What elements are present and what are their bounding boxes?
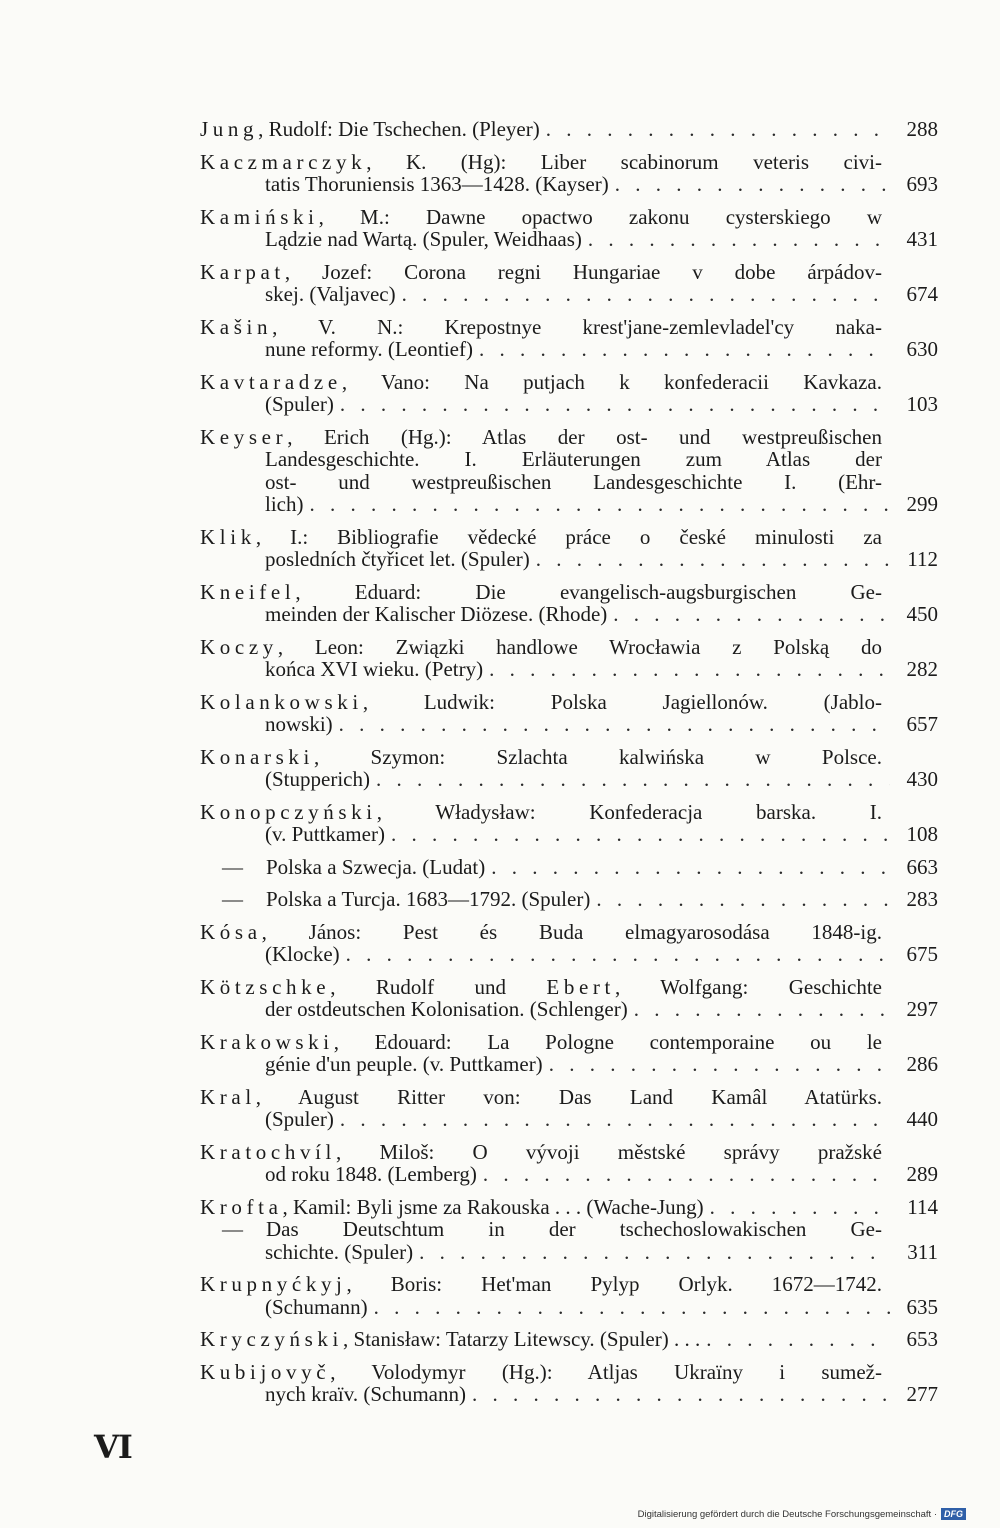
entry-line [200, 118, 938, 141]
title-text: , I.: Bibliografie vědecké práce o české minulosti za [255, 524, 882, 549]
title-text: , Leon: Związki handlowe Wrocławia z Polską do [277, 634, 882, 659]
author-name: Keyser [200, 424, 288, 449]
leader-dots [489, 658, 890, 681]
page-reference: 282 [906, 657, 938, 681]
dfg-logo: DFG [941, 1508, 966, 1520]
entry-text [200, 526, 938, 549]
entry-line [200, 921, 938, 944]
leader-dots [596, 888, 890, 911]
entry-line [200, 1328, 938, 1351]
entry-text [222, 856, 485, 879]
entry-line [200, 426, 938, 449]
entry-line [200, 261, 938, 284]
entry-line [200, 283, 938, 306]
title-text: Lądzie nad Wartą. (Spuler, Weidhaas) [265, 227, 582, 251]
page-reference: 112 [907, 547, 938, 571]
entry-line [200, 603, 938, 626]
leader-dots [546, 118, 890, 141]
title-text: tatis Thoruniensis 1363—1428. (Kayser) [265, 172, 609, 196]
leader-dots [309, 493, 890, 516]
entry-line [200, 371, 938, 394]
index-entry [200, 581, 938, 626]
page-reference: 108 [906, 822, 938, 846]
entry-text [265, 173, 609, 196]
entry-line [200, 338, 938, 361]
entry-line [200, 1196, 938, 1219]
title-text: , Ludwik: Polska Jagiellonów. (Jablo- [362, 689, 882, 714]
entry-text [200, 581, 938, 604]
page-reference: 431 [906, 227, 938, 251]
entry-text [265, 658, 483, 681]
index-entry [200, 921, 938, 966]
author-name: Kryczyński [200, 1327, 344, 1351]
page-reference: 675 [906, 942, 938, 966]
index-entry [200, 261, 938, 306]
entry-line [200, 658, 938, 681]
entry-text [265, 1163, 477, 1186]
entry-text [265, 943, 340, 966]
index-entry [200, 976, 938, 1021]
title-text: Polska a Turcja. 1683—1792. (Spuler) [266, 887, 591, 911]
index-entry [200, 426, 938, 516]
index-entry [200, 856, 938, 879]
leader-dots [339, 713, 890, 736]
leader-dots [391, 823, 890, 846]
entry-line [200, 943, 938, 966]
entry-text [200, 316, 938, 339]
leader-dots [376, 768, 890, 791]
entry-line [200, 1086, 938, 1109]
entry-line [200, 1163, 938, 1186]
entry-text [265, 448, 938, 471]
index-entry [200, 691, 938, 736]
page-reference: 674 [906, 282, 938, 306]
leader-dots [419, 1241, 890, 1264]
entry-line [200, 746, 938, 769]
author-name: Kavtaradze [200, 369, 342, 394]
digitization-footer [638, 1508, 966, 1520]
page-reference: 635 [906, 1294, 938, 1319]
title-text: , Władysław: Konfederacja barska. I. [376, 799, 882, 824]
entry-text [265, 393, 334, 416]
entry-text [265, 1241, 413, 1264]
entry-line [200, 691, 938, 714]
entry-line [200, 1218, 938, 1241]
author-name: Kneifel [200, 579, 296, 604]
entry-text [265, 338, 473, 361]
title-text: , Kamil: Byli jsme za Rakouska . . . (Wache-Jung) [282, 1194, 704, 1219]
index-entry [200, 526, 938, 571]
title-text: der ostdeutschen Kolonisation. (Schlenger) [265, 997, 628, 1021]
entry-line [200, 1031, 938, 1054]
title-text: , János: Pest és Buda elmagyarosodása 1848-ig. [261, 919, 882, 944]
title-text: meinden der Kalischer Diözese. (Rhode) [265, 602, 608, 626]
entry-text [200, 801, 938, 824]
title-text: , V. N.: Krepostnye krest'jane-zemlevladel'cy naka- [272, 314, 882, 339]
author-name: Kratochvíl [200, 1139, 337, 1164]
author-name: Jung [200, 117, 259, 141]
page-reference: 653 [906, 1327, 938, 1351]
author-name: Ebert [546, 974, 615, 999]
leader-dots [402, 283, 890, 306]
entry-text [265, 1296, 368, 1319]
leader-dots [706, 1328, 890, 1351]
title-text: , Rudolf: Die Tschechen. (Pleyer) [258, 117, 540, 141]
author-name: Kral [200, 1084, 256, 1109]
page-reference: 693 [906, 172, 938, 196]
page-reference: 299 [906, 492, 938, 516]
entry-line [200, 1361, 938, 1384]
leader-dots [491, 856, 890, 879]
author-name: Kaczmarczyk [200, 149, 367, 174]
entry-text [200, 691, 938, 714]
entry-line [200, 493, 938, 516]
title-text: ost- und westpreußischen Landesgeschichte I. (Ehr- [265, 469, 882, 494]
index-entry [200, 1328, 938, 1351]
entry-text [200, 1273, 938, 1296]
entry-line [200, 581, 938, 604]
index-entry [200, 118, 938, 141]
entry-text [265, 283, 396, 306]
page-reference: 288 [906, 117, 938, 141]
title-text: , Stanisław: Tatarzy Litewscy. (Spuler) . . . [343, 1327, 701, 1351]
entry-text [200, 1141, 938, 1164]
footer-text: Digitalisierung gefördert durch die Deutsche Forschungsgemeinschaft · [637, 1508, 937, 1520]
title-text: , Rudolf und [330, 974, 547, 999]
entry-line [200, 713, 938, 736]
entry-line [200, 768, 938, 791]
author-name: Kubijovyč [200, 1359, 331, 1384]
title-text: , Miloš: O vývoji městské správy pražské [336, 1139, 882, 1164]
entry-line [200, 888, 938, 911]
page-reference: 286 [906, 1052, 938, 1076]
leader-dots [346, 943, 890, 966]
entry-text [265, 228, 582, 251]
entry-line [200, 1141, 938, 1164]
title-text: (Spuler) [265, 392, 334, 416]
index-entry [200, 1031, 938, 1076]
entry-line [200, 1241, 938, 1264]
title-text: , Szymon: Szlachta kalwińska w Polsce. [313, 744, 882, 769]
entry-line [200, 526, 938, 549]
entry-text [200, 921, 938, 944]
index-entry [200, 888, 938, 911]
entry-line [200, 1296, 938, 1319]
entry-text [265, 713, 333, 736]
title-text: lich) [265, 492, 304, 516]
author-name: Klik [200, 524, 256, 549]
entry-text [265, 1108, 334, 1131]
entry-text [200, 1196, 704, 1219]
leader-dots [710, 1196, 890, 1219]
author-name: Krakowski [200, 1029, 334, 1054]
entry-text [200, 1328, 700, 1351]
title-text: , Edouard: La Pologne contemporaine ou le [333, 1029, 882, 1054]
entry-text [200, 746, 938, 769]
title-text: (Schumann) [265, 1294, 368, 1319]
entry-text [265, 768, 370, 791]
title-text: nych kraïv. (Schumann) [265, 1382, 466, 1406]
page-reference: 114 [907, 1194, 938, 1219]
index-entry [200, 1086, 938, 1131]
author-name: Karpat [200, 259, 285, 284]
author-name: Kósa [200, 919, 262, 944]
leader-dots [340, 1108, 890, 1131]
entry-line [200, 801, 938, 824]
ditto-dash: — [222, 1217, 243, 1241]
entry-text [265, 603, 607, 626]
leader-dots [549, 1053, 890, 1076]
leader-dots [374, 1296, 890, 1319]
title-text: posledních čtyřicet let. (Spuler) [265, 547, 530, 571]
page-reference: 103 [906, 392, 938, 416]
entry-line [200, 471, 938, 494]
title-text: , Boris: Het'man Pylyp Orlyk. 1672—1742. [346, 1272, 882, 1296]
page-reference: 657 [906, 712, 938, 736]
entry-text [200, 1361, 938, 1384]
entry-line [200, 1108, 938, 1131]
entry-text [200, 261, 938, 284]
author-name: Konarski [200, 744, 314, 769]
entry-text [265, 471, 938, 494]
title-text: nowski) [265, 712, 333, 736]
page-reference: 440 [906, 1107, 938, 1131]
entry-text [200, 118, 540, 141]
entry-line [200, 393, 938, 416]
index-entry [200, 801, 938, 846]
title-text: , K. (Hg): Liber scabinorum veteris civi- [366, 149, 882, 174]
page-reference: 630 [906, 337, 938, 361]
index-entry [200, 1196, 938, 1264]
entry-line [200, 548, 938, 571]
entry-line [200, 998, 938, 1021]
entry-line [200, 976, 938, 999]
title-text: , Vano: Na putjach k konfederacii Kavkaza. [341, 369, 882, 394]
title-text: , Volodymyr (Hg.): Atljas Ukraïny i sumež- [330, 1359, 882, 1384]
title-text: , Eduard: Die evangelisch-augsburgischen Ge- [295, 579, 882, 604]
entry-text [265, 493, 303, 516]
entry-text [265, 548, 530, 571]
leader-dots [634, 998, 890, 1021]
leader-dots [588, 228, 890, 251]
entry-text [200, 151, 938, 174]
author-name: Koczy [200, 634, 278, 659]
title-text: końca XVI wieku. (Petry) [265, 657, 484, 681]
title-text: Das Deutschtum in der tschechoslowakischen Ge- [266, 1217, 882, 1241]
index-entry [200, 1141, 938, 1186]
title-text: génie d'un peuple. (v. Puttkamer) [265, 1052, 543, 1076]
entry-line [200, 206, 938, 229]
entry-text [200, 206, 938, 229]
leader-dots [615, 173, 890, 196]
title-text: schichte. (Spuler) [265, 1239, 414, 1264]
page-reference: 283 [906, 887, 938, 911]
title-text: nune reformy. (Leontief) [265, 337, 473, 361]
leader-dots [536, 548, 890, 571]
index-entry [200, 151, 938, 196]
entry-line [200, 823, 938, 846]
title-text: Landesgeschichte. I. Erläuterungen zum Atlas der [265, 447, 882, 471]
title-text: (Klocke) [265, 942, 340, 966]
index-entry [200, 371, 938, 416]
entry-text [265, 1053, 543, 1076]
page-reference: 663 [906, 854, 938, 879]
leader-dots [472, 1383, 890, 1406]
entry-text [265, 823, 385, 846]
title-text: od roku 1848. (Lemberg) [265, 1162, 477, 1186]
entry-line [200, 173, 938, 196]
title-text: , Wolfgang: Geschichte [614, 974, 882, 999]
entry-text [200, 426, 938, 449]
ditto-dash: — [222, 854, 243, 879]
entry-line [200, 856, 938, 879]
ditto-dash: — [222, 887, 243, 911]
page-reference: 450 [906, 602, 938, 626]
page-reference: 289 [906, 1162, 938, 1186]
title-text: (Stupperich) [265, 767, 370, 791]
author-name: Krofta [200, 1194, 283, 1219]
author-name: Kolankowski [200, 689, 363, 714]
author-name: Kamiński [200, 204, 319, 229]
title-text: (Spuler) [265, 1107, 334, 1131]
author-name: Kašin [200, 314, 273, 339]
entry-line [200, 636, 938, 659]
entry-text [200, 976, 938, 999]
entry-text [200, 371, 938, 394]
leader-dots [340, 393, 890, 416]
entry-text [265, 998, 628, 1021]
page-reference: 311 [907, 1239, 938, 1264]
leader-dots [613, 603, 890, 626]
entry-text [200, 636, 938, 659]
page-reference: 277 [906, 1382, 938, 1406]
entry-line [200, 1053, 938, 1076]
leader-dots [479, 338, 890, 361]
title-text: , Jozef: Corona regni Hungariae v dobe árpádov- [284, 259, 882, 284]
entry-line [200, 1273, 938, 1296]
entry-line [200, 448, 938, 471]
entry-text [222, 1218, 938, 1241]
title-text: , M.: Dawne opactwo zakonu cysterskiego w [318, 204, 882, 229]
page-reference: 297 [906, 997, 938, 1021]
title-text: skej. (Valjavec) [265, 282, 396, 306]
entry-line [200, 151, 938, 174]
index-entry [200, 1361, 938, 1406]
author-name: Krupnyćkyj [200, 1272, 347, 1296]
index-entry [200, 206, 938, 251]
index-entry [200, 636, 938, 681]
leader-dots [483, 1163, 890, 1186]
entry-text [265, 1383, 466, 1406]
title-text: , Erich (Hg.): Atlas der ost- und westpreußischen [287, 424, 882, 449]
index-entry [200, 1273, 938, 1318]
title-text: Polska a Szwecja. (Ludat) [266, 854, 486, 879]
entry-line [200, 1383, 938, 1406]
entry-line [200, 316, 938, 339]
entry-text [222, 888, 590, 911]
page-numeral: VI [94, 1428, 132, 1466]
page-reference: 430 [906, 767, 938, 791]
title-text: , August Ritter von: Das Land Kamâl Atatürks. [255, 1084, 882, 1109]
author-name: Konopczyński [200, 799, 377, 824]
index-entry [200, 746, 938, 791]
index-entry [200, 316, 938, 361]
entry-line [200, 228, 938, 251]
entry-text [200, 1031, 938, 1054]
bibliography-index [200, 118, 938, 1416]
entry-text [200, 1086, 938, 1109]
title-text: (v. Puttkamer) [265, 822, 385, 846]
author-name: Kötzschke [200, 974, 331, 999]
